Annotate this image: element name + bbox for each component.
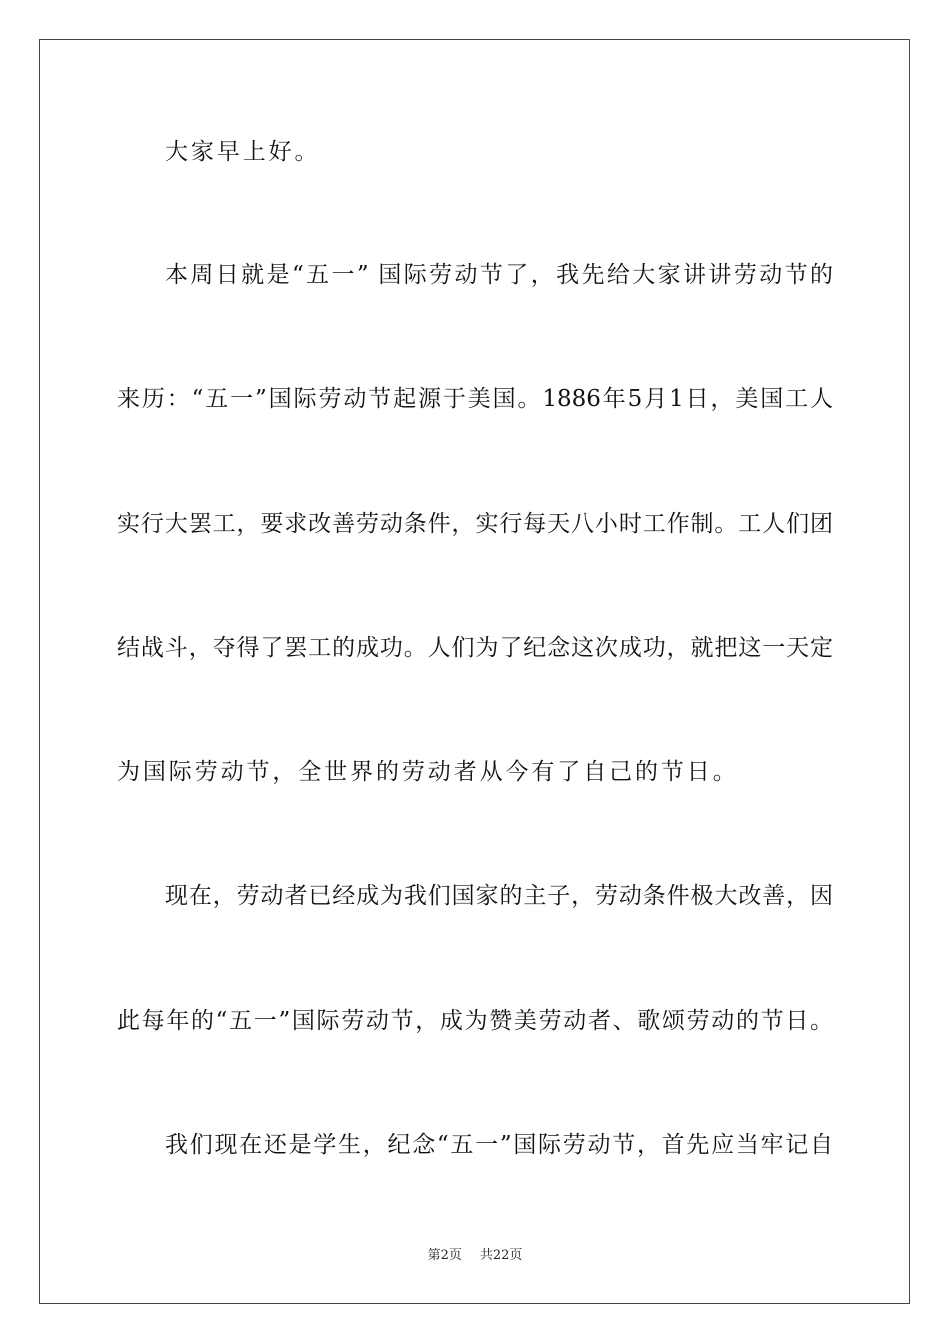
paragraph-line-6: 为国际劳动节，全世界的劳动者从今有了自己的节日。 xyxy=(117,759,739,785)
paragraph-line-7: 现在，劳动者已经成为我们国家的主子，劳动条件极大改善，因 xyxy=(165,883,833,909)
page-total: 共22页 xyxy=(479,1248,523,1263)
paragraph-line-5: 结战斗，夺得了罢工的成功。人们为了纪念这次成功，就把这一天定 xyxy=(117,635,833,661)
paragraph-line-9: 我们现在还是学生，纪念“五一”国际劳动节，首先应当牢记自 xyxy=(165,1132,833,1158)
paragraph-line-4: 实行大罢工，要求改善劳动条件，实行每天八小时工作制。工人们团 xyxy=(117,511,833,537)
paragraph-line-3: 来历：“五一”国际劳动节起源于美国。1886年5月1日，美国工人 xyxy=(117,386,833,412)
page-frame xyxy=(39,39,910,1304)
page-footer xyxy=(0,1247,950,1265)
page-number: 第2页 xyxy=(427,1248,462,1263)
paragraph-line-1: 大家早上好。 xyxy=(165,139,321,165)
paragraph-line-2: 本周日就是“五一” 国际劳动节了，我先给大家讲讲劳动节的 xyxy=(165,262,833,288)
paragraph-line-8: 此每年的“五一”国际劳动节，成为赞美劳动者、歌颂劳动的节日。 xyxy=(117,1008,833,1034)
